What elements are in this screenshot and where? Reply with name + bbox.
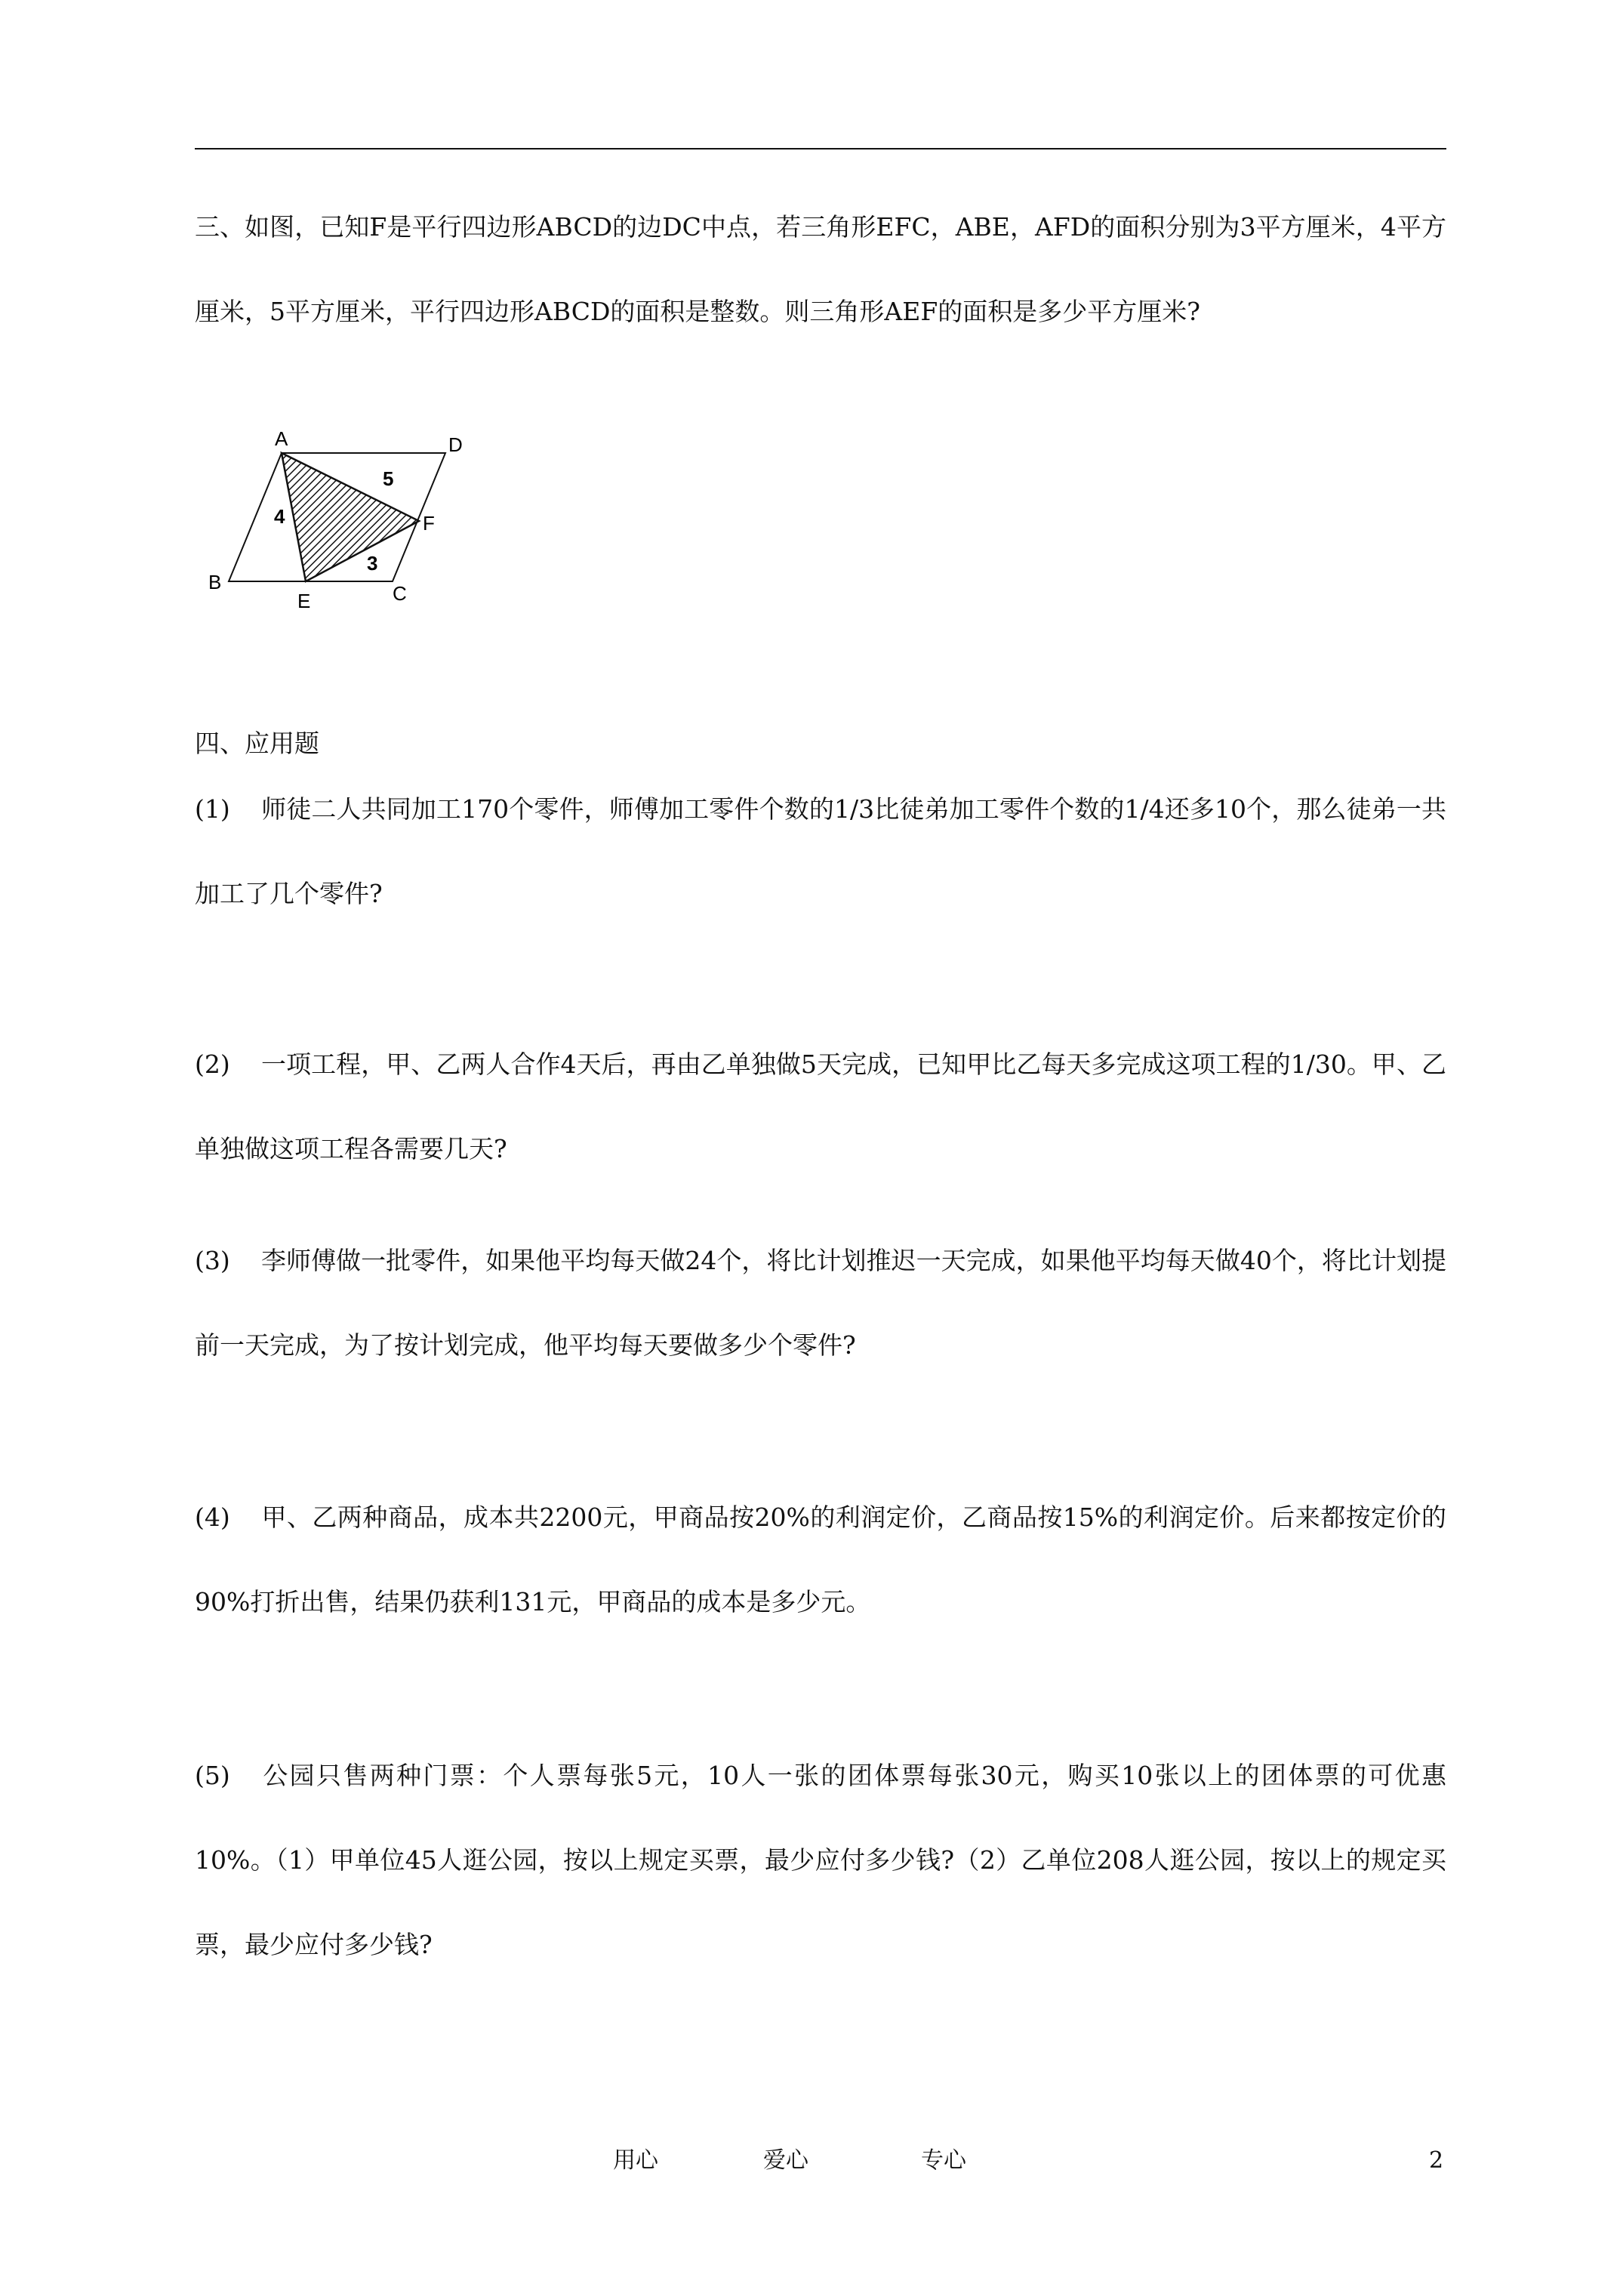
question-3-number: (3) [195,1246,230,1275]
triangle-aef-shaded [282,453,419,581]
header-rule [195,148,1446,149]
question-4-text: 甲、乙两种商品，成本共2200元，甲商品按20%的利润定价，乙商品按15%的利润定价。后来都按定价的90%打折出售，结果仍获利131元，甲商品的成本是多少元。 [195,1502,1446,1616]
footer-middle-text: 爱心 [763,2147,808,2174]
question-1-text: 师徒二人共同加工170个零件，师傅加工零件个数的1/3比徒弟加工零件个数的1/4还多10个，那么徒弟一共加工了几个零件? [195,794,1446,908]
question-2-number: (2) [195,1049,230,1079]
vertex-label-c: C [393,582,407,605]
area-label-efc: 3 [367,552,378,575]
question-3 [195,1219,1446,1388]
parallelogram-figure [202,419,504,619]
question-3-text: 李师傅做一批零件，如果他平均每天做24个，将比计划推迟一天完成，如果他平均每天做40个，将比计划提前一天完成，为了按计划完成，他平均每天要做多少个零件? [195,1246,1446,1360]
question-1 [195,767,1446,936]
question-5-number: (5) [195,1761,230,1790]
question-2 [195,1022,1446,1191]
question-5 [195,1734,1446,1987]
page-number: 2 [1429,2147,1444,2174]
vertex-label-f: F [423,512,435,535]
question-2-text: 一项工程，甲、乙两人合作4天后，再由乙单独做5天完成，已知甲比乙每天多完成这项工程的1/30。甲、乙单独做这项工程各需要几天? [195,1049,1446,1163]
question-1-number: (1) [195,794,230,824]
footer-right-text: 专心 [921,2147,966,2174]
vertex-label-b: B [208,571,222,593]
vertex-label-e: E [297,590,311,612]
question-5-text: 公园只售两种门票：个人票每张5元，10人一张的团体票每张30元，购买10张以上的团体票的可优惠10%。（1）甲单位45人逛公园，按以上规定买票，最少应付多少钱?（2）乙单位208人逛公园，按以上的规定买票，最少应付多少钱? [195,1761,1446,1959]
question-4-number: (4) [195,1502,230,1532]
footer-left-text: 用心 [613,2147,658,2174]
section-4-heading: 四、应用题 [195,729,319,758]
vertex-label-a: A [275,427,288,450]
area-label-abe: 4 [274,505,285,528]
vertex-label-d: D [448,433,463,456]
problem-3-text: 三、如图，已知F是平行四边形ABCD的边DC中点，若三角形EFC，ABE，AFD的面积分别为3平方厘米，4平方厘米，5平方厘米，平行四边形ABCD的面积是整数。则三角形AEF的面积是多少平方厘米? [195,212,1446,326]
question-4 [195,1475,1446,1644]
area-label-afd: 5 [383,467,394,490]
